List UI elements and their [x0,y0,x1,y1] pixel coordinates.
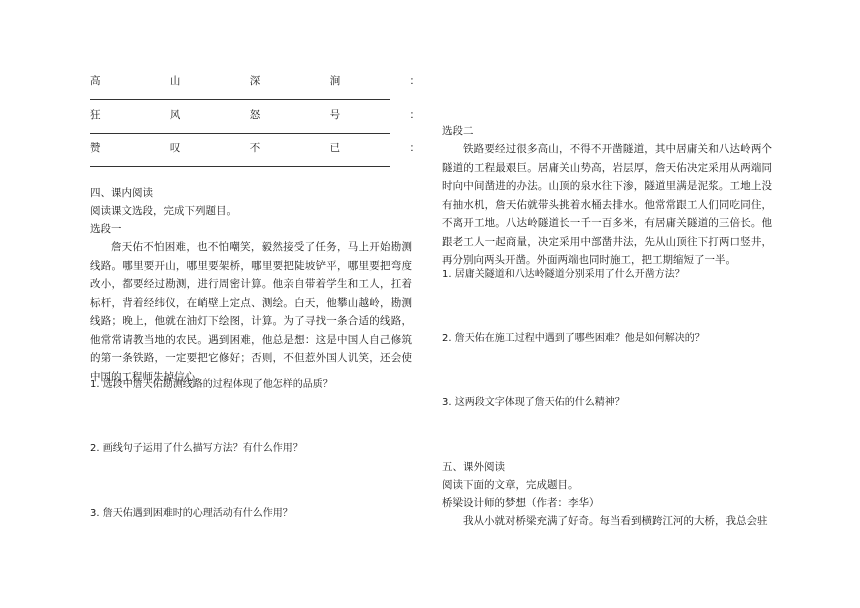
vocab-char: 叹 [169,142,181,154]
answer-line [90,133,390,134]
vocab-colon: ： [409,75,420,87]
excerpt-1-title: 选段一 [90,223,122,235]
question-2: 2. 画线句子运用了什么描写方法？有什么作用？ [90,443,303,454]
instruction: 阅读课文选段，完成下列题目。 [90,205,237,217]
article-title: 桥梁设计师的梦想（作者：李华） [442,497,600,509]
instruction: 阅读下面的文章，完成题目。 [442,479,579,491]
question-3: 3. 这两段文字体现了詹天佑的什么精神？ [442,397,625,408]
answer-line [90,166,390,167]
vocab-char: 深 [249,75,261,87]
vocab-char: 不 [249,142,261,154]
vocab-colon: ： [409,109,420,121]
question-1: 1. 居庸关隧道和八达岭隧道分别采用了什么开凿方法？ [442,269,685,280]
vocab-row-1 [90,73,420,88]
vocab-colon: ： [409,142,420,154]
vocab-char: 怒 [249,109,261,121]
vocab-char: 山 [169,75,181,87]
excerpt-2-text: 铁路要经过很多高山，不得不开凿隧道，其中居庸关和八达岭两个隧道的工程最艰巨。居庸关山势高，岩层厚，詹天佑决定采用从两端同时向中间凿进的办法。山顶的泉水往下渗，隧道里满是泥浆。工地上没有抽水机，詹天佑就带头挑着水桶去排水。他常常跟工人们同吃同住，不离开工地。八达岭隧道长一千一百多米，有居庸关隧道的三倍长。他跟老工人一起商量，决定采用中部凿井法，先从山顶往下打两口竖井，再分别向两头开凿。外面两端也同时施工，把工期缩短了一半。 [442,143,772,266]
section-4-title: 四、课内阅读 [90,187,153,199]
vocab-char: 已 [329,142,341,154]
question-1: 1. 选段中詹天佑勘测线路的过程体现了他怎样的品质？ [90,379,333,390]
vocab-char: 高 [90,75,101,87]
vocab-row-2 [90,107,420,122]
vocab-char: 风 [169,109,181,121]
article-text: 我从小就对桥梁充满了好奇。每当看到横跨江河的大桥，我总会驻 [463,515,768,527]
vocab-char: 涧 [329,75,341,87]
excerpt-1-text: 詹天佑不怕困难，也不怕嘲笑，毅然接受了任务，马上开始勘测线路。哪里要开山，哪里要架桥，哪里要把陡坡铲平，哪里要把弯度改小，都要经过勘测，进行周密计算。他亲自带着学生和工人，扛着标杆，背着经纬仪，在峭壁上定点、测绘。白天，他攀山越岭，勘测线路；晚上，他就在油灯下绘图，计算。为了寻找一条合适的线路，他常常请教当地的农民。遇到困难，他总是想：这是中国人自己修筑的第一条铁路，一定要把它修好；否则，不但惹外国人讥笑，还会使中国的工程师失掉信心。 [90,241,412,383]
vocab-char: 赞 [90,142,101,154]
section-5-title: 五、课外阅读 [442,461,505,473]
question-3: 3. 詹天佑遇到困难时的心理活动有什么作用？ [90,508,293,519]
vocab-row-3 [90,140,420,155]
vocab-char: 号 [329,109,341,121]
excerpt-2-title: 选段二 [442,125,474,137]
question-2: 2. 詹天佑在施工过程中遇到了哪些困难？他是如何解决的？ [442,333,705,344]
answer-line [90,99,390,100]
vocab-char: 狂 [90,109,101,121]
